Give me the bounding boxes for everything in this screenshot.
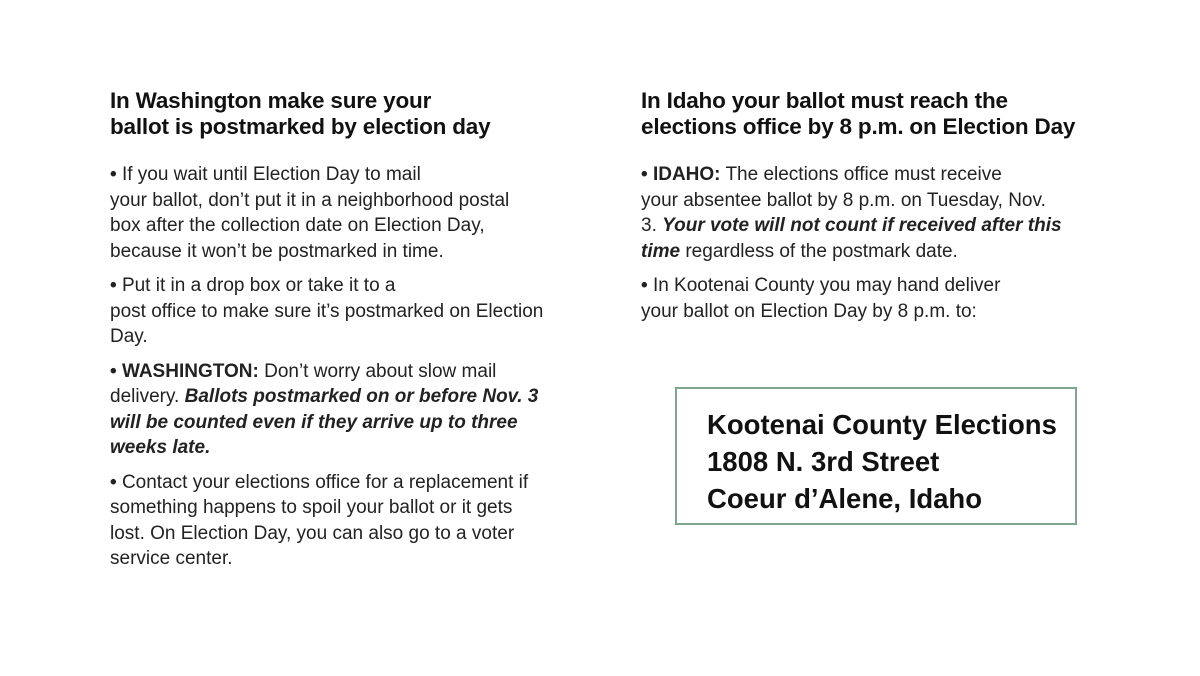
idaho-item-hand-deliver: • In Kootenai County you may hand deliver your ballot on Election Day by 8 p.m. to: — [641, 275, 1001, 322]
washington-heading-line1: In Washington make sure your — [110, 88, 432, 113]
bullet-icon: • — [110, 164, 117, 185]
washington-item-slow-mail: • WASHINGTON: Don’t worry about slow mail delivery. Ballots postmarked on or before Nov. 3 will be counted even if they arrive up to three weeks late. — [110, 360, 539, 458]
address-office-name: Kootenai County Elections — [707, 409, 1057, 440]
washington-section — [110, 88, 590, 581]
address-box — [675, 387, 1077, 525]
address-street: 1808 N. 3rd Street — [707, 446, 940, 477]
idaho-heading-line2: elections office by 8 p.m. on Election Day — [641, 114, 1076, 139]
washington-label: WASHINGTON: — [121, 360, 259, 382]
washington-item-drop-box: • Put it in a drop box or take it to a post office to make sure it’s postmarked on Election Day. — [110, 275, 544, 347]
washington-item-mail-timing: • If you wait until Election Day to mail your ballot, don’t put it in a neighborhood postal box after the collection date on Election Day, because it won’t be postmarked in time. — [110, 164, 510, 262]
bullet-icon: • — [110, 275, 117, 296]
idaho-heading — [641, 88, 1121, 140]
idaho-section — [641, 88, 1121, 333]
idaho-label: IDAHO: — [652, 164, 721, 185]
washington-item-replacement: • Contact your elections office for a replacement if something happens to spoil your ballot or it gets lost. On Election Day, you can also go to a voter service center. — [110, 471, 529, 569]
washington-heading — [110, 88, 590, 140]
idaho-heading-line1: In Idaho your ballot must reach the — [641, 88, 1008, 113]
bullet-icon: • — [641, 164, 648, 185]
bullet-icon: • — [641, 275, 648, 296]
address-city-state: Coeur d’Alene, Idaho — [707, 483, 983, 514]
bullet-icon: • — [110, 360, 117, 382]
bullet-icon: • — [110, 471, 117, 493]
washington-heading-line2: ballot is postmarked by election day — [110, 114, 491, 139]
idaho-item-deadline: • IDAHO: The elections office must receive your absentee ballot by 8 p.m. on Tuesday, Nov. 3. Your vote will not count if received after this time regardless of the postmark date. — [641, 164, 1062, 262]
